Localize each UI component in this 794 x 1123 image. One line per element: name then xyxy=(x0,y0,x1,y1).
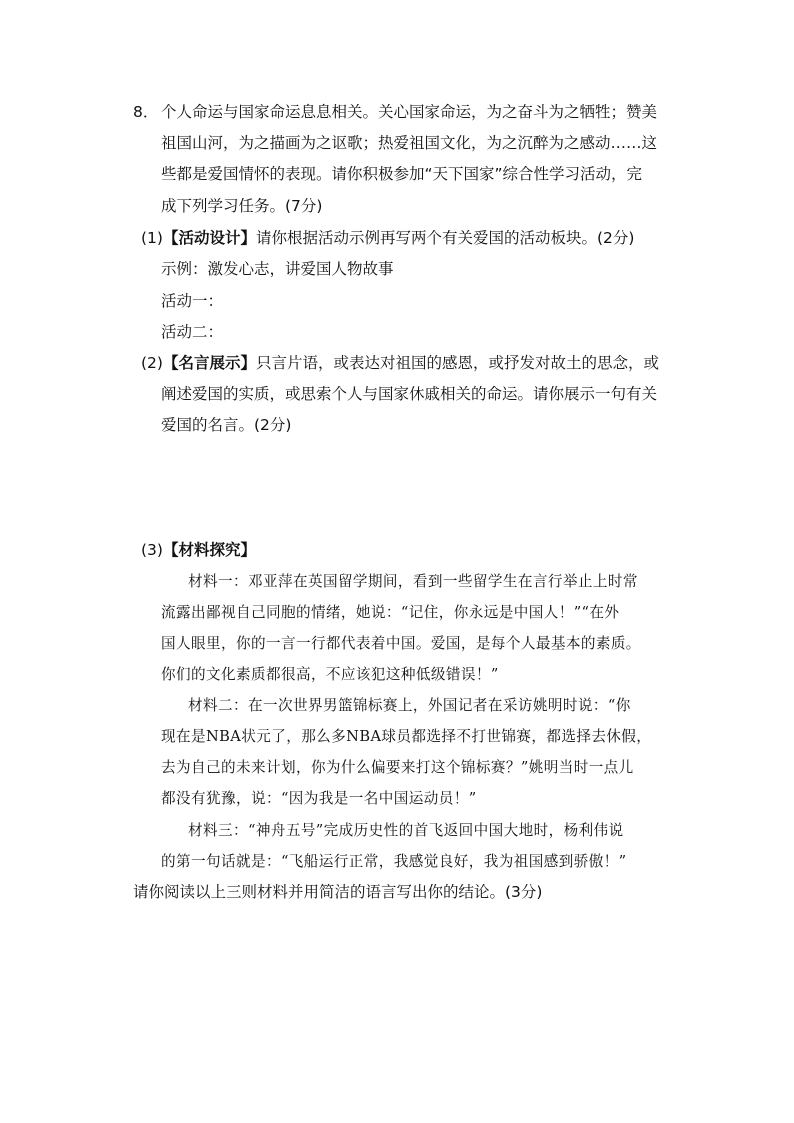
part2-line: 爱国的名言。(2分) xyxy=(161,416,292,434)
material-two-line: 去为自己的未来计划，你为什么偏要来打这个锦标赛？”姚明当时一点儿 xyxy=(161,759,634,776)
activity-one: 活动一： xyxy=(161,292,224,310)
stem-line: 成下列学习任务。(7分) xyxy=(161,197,323,215)
part1-example: 示例：激发心志，讲爱国人物故事 xyxy=(161,260,394,278)
part3-line xyxy=(141,540,256,560)
part1-line xyxy=(141,228,634,248)
part3-prefix: (3) xyxy=(141,541,163,559)
material-one-line: 流露出鄙视自己同胞的情绪，她说：“记住，你永远是中国人！”“在外 xyxy=(161,604,620,621)
part2-tag: 【名言展示】 xyxy=(162,354,256,372)
part3-question: 请你阅读以上三则材料并用简洁的语言写出你的结论。(3分) xyxy=(133,883,543,901)
activity-two: 活动二： xyxy=(161,323,224,341)
material-one-line: 材料一：邓亚萍在英国留学期间，看到一些留学生在言行举止上时常 xyxy=(188,573,638,590)
part2-text: 只言片语，或表达对祖国的感恩，或抒发对故土的思念，或 xyxy=(255,354,659,372)
part1-tag: 【活动设计】 xyxy=(162,229,256,247)
material-two-line: 材料二：在一次世界男篮锦标赛上，外国记者在采访姚明时说：“你 xyxy=(188,697,631,714)
material-two-line: 都没有犹豫，说：“因为我是一名中国运动员！” xyxy=(161,790,477,807)
material-one-line: 你们的文化素质都很高，不应该犯这种低级错误！” xyxy=(161,666,499,683)
part1-prefix: (1) xyxy=(141,229,163,247)
part3-tag: 【材料探究】 xyxy=(162,541,256,559)
part2-line xyxy=(141,353,659,373)
material-three-line: 材料三：“神舟五号”完成历史性的首飞返回中国大地时，杨利伟说 xyxy=(188,822,624,839)
material-two-line: 现在是NBA状元了，那么多NBA球员都选择不打世锦赛，都选择去休假， xyxy=(161,728,652,745)
stem-line: 祖国山河，为之描画为之讴歌；热爱祖国文化，为之沉醉为之感动……这 xyxy=(161,134,658,152)
stem-line: 些都是爱国情怀的表现。请你积极参加“天下国家”综合性学习活动，完 xyxy=(161,165,643,183)
material-three-line: 的第一句话就是：“飞船运行正常，我感觉良好，我为祖国感到骄傲！” xyxy=(161,853,627,870)
part1-text: 请你根据活动示例再写两个有关爱国的活动板块。(2分) xyxy=(255,229,635,247)
stem-line: 个人命运与国家命运息息相关。关心国家命运，为之奋斗为之牺牲；赞美 xyxy=(161,103,658,121)
material-one-line: 国人眼里，你的一言一行都代表着中国。爱国，是每个人最基本的素质。 xyxy=(161,635,641,652)
part2-line: 阐述爱国的实质，或思索个人与国家休戚相关的命运。请你展示一句有关 xyxy=(161,385,658,403)
part2-prefix: (2) xyxy=(141,354,163,372)
question-number: 8． xyxy=(133,103,159,121)
